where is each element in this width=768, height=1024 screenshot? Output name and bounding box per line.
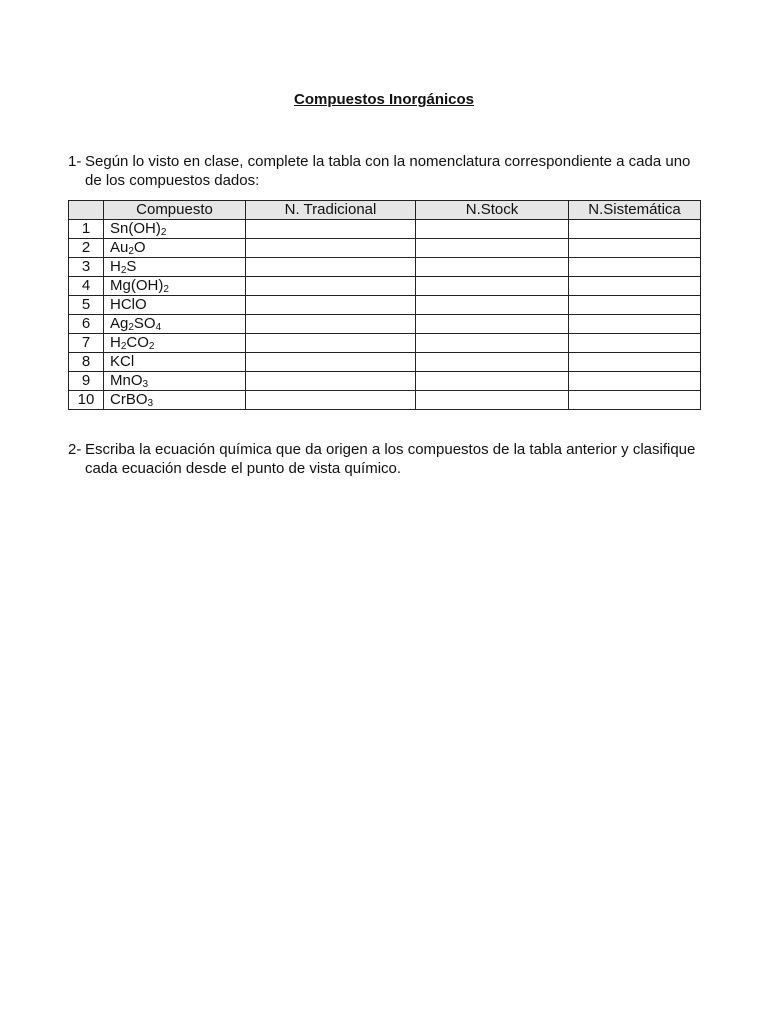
- question-1: [68, 152, 708, 190]
- formula-part: MnO: [110, 372, 143, 389]
- compound-formula: [104, 353, 246, 372]
- answer-n-stock: [416, 372, 569, 391]
- answer-n-tradicional: [246, 277, 416, 296]
- answer-n-sistematica: [569, 334, 701, 353]
- row-index: 1: [69, 220, 104, 239]
- formula-part: Au: [110, 239, 129, 256]
- table-row: [69, 239, 701, 258]
- formula-part: H: [110, 258, 121, 275]
- answer-n-stock: [416, 353, 569, 372]
- compound-formula: [104, 334, 246, 353]
- row-index: 8: [69, 353, 104, 372]
- nomenclature-table: [68, 200, 701, 410]
- answer-n-stock: [416, 258, 569, 277]
- question-1-text: Según lo visto en clase, complete la tabla con la nomenclatura correspondiente a cada uno de los compuestos dados:: [85, 153, 691, 189]
- question-2: [68, 440, 708, 478]
- formula-subscript: 3: [142, 379, 149, 390]
- answer-n-sistematica: [569, 296, 701, 315]
- formula-subscript: 2: [120, 265, 127, 276]
- compound-formula: [104, 239, 246, 258]
- answer-n-sistematica: [569, 277, 701, 296]
- formula-part: KCl: [110, 353, 135, 370]
- formula-part: Sn(OH): [110, 220, 161, 237]
- table-header-row: [69, 201, 701, 220]
- row-index: 6: [69, 315, 104, 334]
- answer-n-stock: [416, 277, 569, 296]
- formula-subscript: 3: [147, 398, 154, 409]
- answer-n-stock: [416, 334, 569, 353]
- compound-formula: [104, 277, 246, 296]
- answer-n-tradicional: [246, 258, 416, 277]
- formula-part: H: [110, 334, 121, 351]
- answer-n-sistematica: [569, 239, 701, 258]
- answer-n-stock: [416, 220, 569, 239]
- answer-n-tradicional: [246, 315, 416, 334]
- formula-subscript: 2: [128, 246, 134, 257]
- compound-formula: [104, 296, 246, 315]
- formula-subscript: 2: [160, 227, 167, 238]
- row-index: 4: [69, 277, 104, 296]
- answer-n-stock: [416, 239, 569, 258]
- table-row: [69, 334, 701, 353]
- formula-part: CrBO: [110, 391, 148, 408]
- header-n-stock: N.Stock: [416, 201, 569, 220]
- compound-formula: [104, 372, 246, 391]
- answer-n-sistematica: [569, 220, 701, 239]
- answer-n-sistematica: [569, 258, 701, 277]
- answer-n-stock: [416, 296, 569, 315]
- formula-subscript: 2: [148, 341, 155, 352]
- formula-subscript: 2: [128, 322, 134, 333]
- formula-subscript: 2: [120, 341, 127, 352]
- row-index: 9: [69, 372, 104, 391]
- answer-n-sistematica: [569, 391, 701, 410]
- compound-formula: [104, 391, 246, 410]
- formula-part: HClO: [110, 296, 147, 313]
- row-index: 7: [69, 334, 104, 353]
- answer-n-tradicional: [246, 353, 416, 372]
- question-2-number: 2-: [68, 441, 82, 458]
- table-row: [69, 353, 701, 372]
- table-row: [69, 391, 701, 410]
- answer-n-sistematica: [569, 372, 701, 391]
- answer-n-tradicional: [246, 220, 416, 239]
- formula-part: CO: [126, 334, 149, 351]
- question-2-text: Escriba la ecuación química que da origen a los compuestos de la tabla anterior y clasifique cada ecuación desde el punto de vista químico.: [85, 441, 696, 477]
- page-title-text: Compuestos Inorgánicos: [293, 91, 475, 108]
- table-row: [69, 372, 701, 391]
- formula-part: O: [133, 239, 146, 256]
- answer-n-stock: [416, 391, 569, 410]
- answer-n-sistematica: [569, 315, 701, 334]
- answer-n-stock: [416, 315, 569, 334]
- table-body: [69, 220, 701, 410]
- answer-n-tradicional: [246, 372, 416, 391]
- row-index: 2: [69, 239, 104, 258]
- table-row: [69, 220, 701, 239]
- row-index: 10: [69, 391, 104, 410]
- table-row: [69, 258, 701, 277]
- formula-part: Mg(OH): [110, 277, 164, 294]
- row-index: 3: [69, 258, 104, 277]
- answer-n-tradicional: [246, 239, 416, 258]
- header-compuesto: Compuesto: [104, 201, 246, 220]
- table-row: [69, 315, 701, 334]
- formula-part: S: [126, 258, 137, 275]
- page-title: [0, 91, 768, 108]
- formula-part: SO: [133, 315, 156, 332]
- compound-formula: [104, 220, 246, 239]
- compound-formula: [104, 315, 246, 334]
- table-row: [69, 296, 701, 315]
- header-n-tradicional: N. Tradicional: [246, 201, 416, 220]
- answer-n-tradicional: [246, 296, 416, 315]
- header-index: [69, 201, 104, 220]
- formula-part: Ag: [110, 315, 129, 332]
- compound-formula: [104, 258, 246, 277]
- header-n-sistematica: N.Sistemática: [569, 201, 701, 220]
- answer-n-tradicional: [246, 334, 416, 353]
- formula-subscript: 4: [155, 322, 162, 333]
- question-1-number: 1-: [68, 153, 82, 170]
- answer-n-tradicional: [246, 391, 416, 410]
- table-row: [69, 277, 701, 296]
- answer-n-sistematica: [569, 353, 701, 372]
- formula-subscript: 2: [163, 284, 169, 295]
- row-index: 5: [69, 296, 104, 315]
